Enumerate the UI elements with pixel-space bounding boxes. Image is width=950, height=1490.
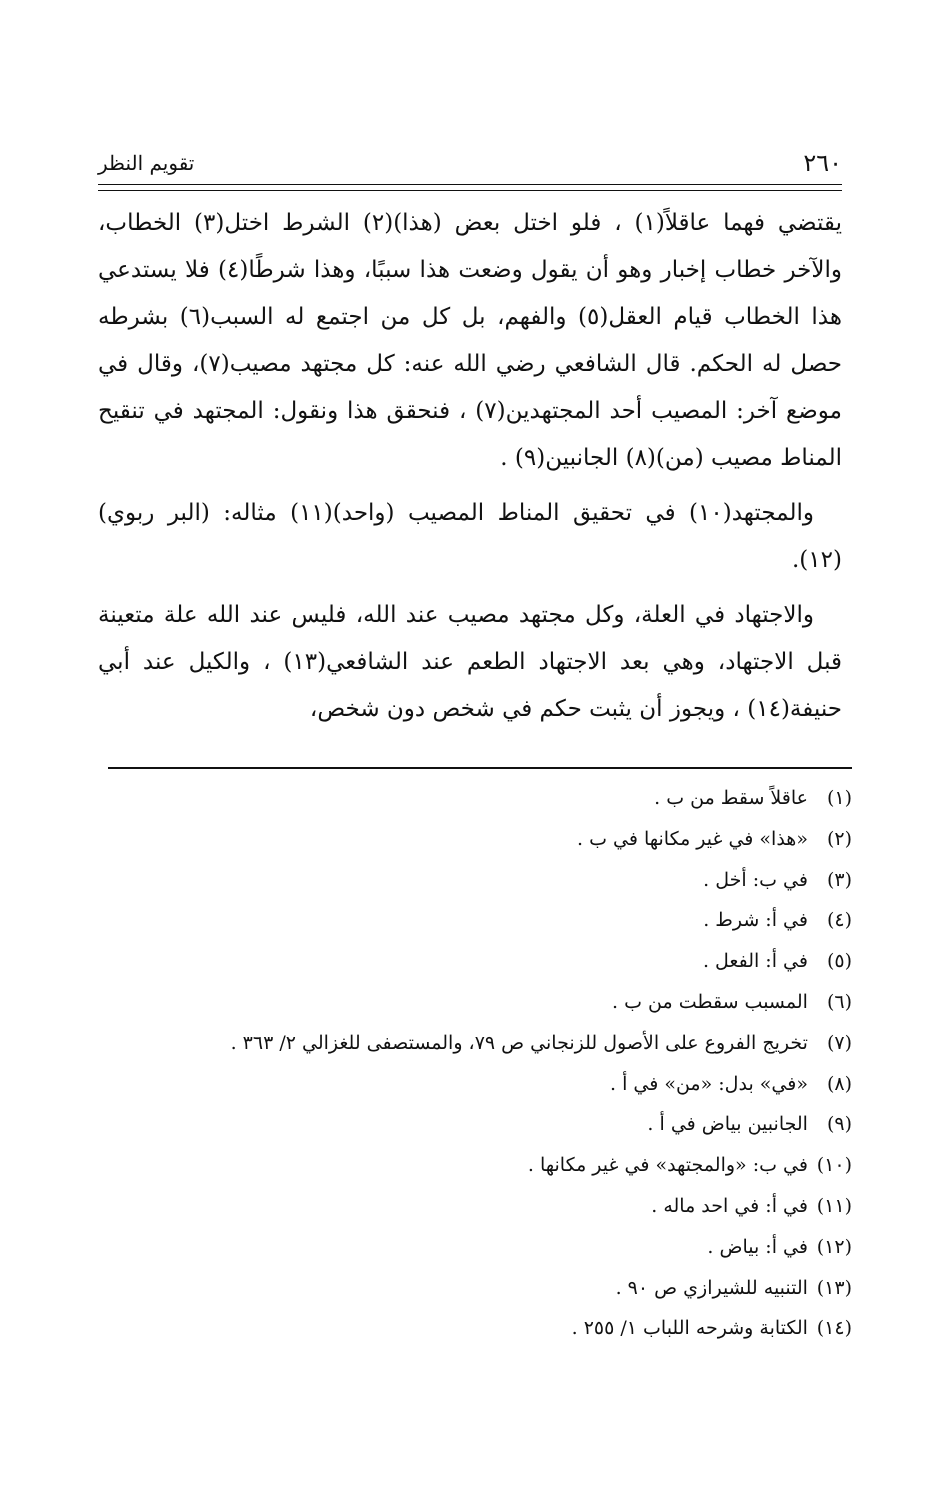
footnote-item — [108, 1145, 852, 1186]
footnote-item — [108, 941, 852, 982]
footnote-item — [108, 900, 852, 941]
footnote-text: «في» بدل: «من» في أ . — [609, 1072, 808, 1095]
footnote-number: (٦) — [826, 990, 852, 1013]
footnote-item — [108, 982, 852, 1023]
footnote-item — [108, 1268, 852, 1309]
running-title: تقويم النظر — [98, 151, 195, 175]
footnote-item — [108, 1104, 852, 1145]
footnote-number: (٤) — [826, 909, 852, 932]
footnote-text: عاقلاً سقط من ب . — [654, 787, 808, 809]
footnote-item — [108, 1186, 852, 1227]
paragraph: والاجتهاد في العلة، وكل مجتهد مصيب عند الله، فليس عند الله علة متعينة قبل الاجتهاد، وهي بعد الاجتهاد الطعم عند الشافعي(١٣) ، والكيل عند أبي حنيفة(١٤) ، ويجوز أن يثبت حكم في شخص دون شخص، — [98, 602, 843, 722]
footnote-number: (١٠) — [816, 1154, 852, 1177]
footnote-item — [108, 1227, 852, 1268]
footnote-number: (١٤) — [816, 1317, 852, 1340]
footnote-number: (٢) — [826, 827, 852, 850]
paragraph: والمجتهد(١٠) في تحقيق المناط المصيب (واحد)(١١) مثاله: (البر ربوي)(١٢). — [98, 500, 842, 573]
footnote-number: (١٢) — [816, 1235, 852, 1258]
page-number: ٢٦٠ — [803, 149, 842, 177]
footnote-item — [108, 1064, 852, 1105]
footnote-number: (٧) — [826, 1031, 852, 1054]
footnote-text: «هذا» في غير مكانها في ب . — [576, 827, 808, 850]
footnote-item — [108, 778, 852, 819]
footnote-item — [108, 1308, 852, 1349]
footnote-text: الجانبين بياض في أ . — [647, 1113, 808, 1136]
footnote-text: في ب: «والمجتهد» في غير مكانها . — [527, 1154, 808, 1177]
footnote-number: (١) — [826, 787, 852, 809]
footnote-item — [108, 1023, 852, 1064]
header-rule-bottom — [98, 190, 842, 191]
footnote-text: التنبيه للشيرازي ص ٩٠ . — [615, 1276, 808, 1299]
footnote-item — [108, 860, 852, 901]
header-rule-top — [98, 184, 842, 185]
footnote-number: (٣) — [826, 868, 852, 891]
footnote-text: في أ: بياض . — [707, 1235, 808, 1258]
footnote-number: (٩) — [826, 1113, 852, 1136]
footnote-text: تخريج الفروع على الأصول للزنجاني ص ٧٩، والمستصفى للغزالي ٢/ ٣٦٣ . — [230, 1031, 808, 1054]
footnote-text: المسبب سقطت من ب . — [612, 990, 808, 1013]
footnote-text: في أ: شرط . — [703, 909, 808, 932]
main-text — [98, 200, 842, 733]
footnote-number: (٥) — [826, 950, 852, 973]
footnote-separator — [108, 767, 852, 769]
paragraph: يقتضي فهما عاقلاً(١) ، فلو اختل بعض (هذا)(٢) الشرط اختل(٣) الخطاب، والآخر خطاب إخبار وهو أن يقول وضعت هذا سببًا، وهذا شرطًا(٤) فلا يستدعي هذا الخطاب قيام العقل(٥) والفهم، بل كل من اجتمع له السبب(٦) بشرطه حصل له الحكم. قال الشافعي رضي الله عنه: كل مجتهد مصيب(٧)، وقال في موضع آخر: المصيب أحد المجتهدين(٧) ، فنحقق هذا ونقول: المجتهد في تنقيح المناط مصيب (من)(٨) الجانبين(٩) . — [98, 210, 843, 471]
footnote-number: (١١) — [816, 1194, 852, 1217]
footnote-number: (٨) — [826, 1072, 852, 1095]
footnotes-list — [108, 778, 852, 1349]
footnote-text: في ب: أخل . — [703, 868, 808, 891]
footnote-number: (١٣) — [816, 1276, 852, 1299]
footnote-text: في أ: في احد ماله . — [651, 1194, 808, 1217]
footnote-text: في أ: الفعل . — [702, 950, 808, 973]
page-header — [98, 140, 842, 180]
footnote-text: الكتابة وشرحه اللباب ١/ ٢٥٥ . — [571, 1317, 808, 1340]
footnote-item — [108, 819, 852, 860]
